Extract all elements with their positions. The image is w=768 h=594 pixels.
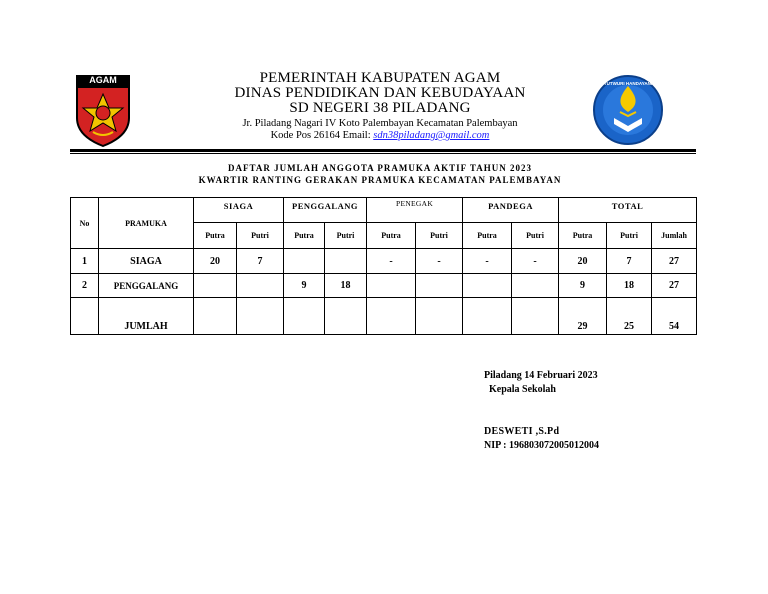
cell: 27 [652, 274, 697, 298]
agam-logo-label: AGAM [89, 75, 117, 85]
sub-penggalang-putri: Putri [325, 223, 367, 249]
cell [367, 298, 416, 335]
cell: 18 [325, 274, 367, 298]
cell: - [367, 249, 416, 274]
letterhead-contact [160, 130, 600, 141]
row-no: 1 [71, 249, 99, 274]
cell [512, 298, 559, 335]
row-no: 2 [71, 274, 99, 298]
cell [237, 274, 284, 298]
header-total: TOTAL [559, 198, 697, 223]
sub-pandega-putra: Putra [463, 223, 512, 249]
letterhead-department: DINAS PENDIDIKAN DAN KEBUDAYAAN [234, 85, 526, 101]
table-total-row [71, 298, 697, 335]
header-pramuka: PRAMUKA [99, 198, 194, 249]
cell [284, 298, 325, 335]
table-row [71, 274, 697, 298]
total-jumlah: 54 [652, 298, 697, 335]
signature-position: Kepala Sekolah [489, 384, 556, 395]
letterhead-address: Jr. Piladang Nagari IV Koto Palembayan Kecamatan Palembayan [242, 118, 518, 129]
cell [512, 274, 559, 298]
cell: 20 [559, 249, 607, 274]
sub-total-putra: Putra [559, 223, 607, 249]
letterhead-rule-thick [70, 149, 696, 152]
total-no [71, 298, 99, 335]
letterhead-school: SD NEGERI 38 PILADANG [289, 100, 471, 116]
total-putra: 29 [559, 298, 607, 335]
cell [416, 274, 463, 298]
sub-penegak-putri: Putri [416, 223, 463, 249]
total-putri: 25 [607, 298, 652, 335]
letterhead-government: PEMERINTAH KABUPATEN AGAM [259, 70, 501, 86]
letterhead-rule-thin [70, 153, 696, 154]
document-subtitle: KWARTIR RANTING GERAKAN PRAMUKA KECAMATAN PALEMBAYAN [198, 175, 562, 185]
table-header-row [71, 198, 697, 223]
cell: 18 [607, 274, 652, 298]
tut-wuri-handayani-logo [592, 72, 664, 148]
sub-pandega-putri: Putri [512, 223, 559, 249]
document-title: DAFTAR JUMLAH ANGGOTA PRAMUKA AKTIF TAHUN 2023 [227, 163, 532, 173]
cell: 7 [607, 249, 652, 274]
cell [416, 298, 463, 335]
sub-penegak-putra: Putra [367, 223, 416, 249]
cell [194, 274, 237, 298]
email-link[interactable]: sdn38piladang@gmail.com [373, 130, 490, 141]
member-count-table [70, 197, 697, 335]
cell: 9 [284, 274, 325, 298]
sub-total-putri: Putri [607, 223, 652, 249]
cell: - [463, 249, 512, 274]
sub-siaga-putri: Putri [237, 223, 284, 249]
header-penggalang: PENGGALANG [284, 198, 367, 223]
cell [194, 298, 237, 335]
header-siaga: SIAGA [194, 198, 284, 223]
sub-siaga-putra: Putra [194, 223, 237, 249]
cell [367, 274, 416, 298]
cell [463, 298, 512, 335]
row-name: PENGGALANG [99, 274, 194, 298]
agam-regency-logo [75, 74, 131, 148]
header-no: No [71, 198, 99, 249]
cell [237, 298, 284, 335]
agam-regency-shield-icon [75, 74, 131, 148]
signature-place-date: Piladang 14 Februari 2023 [484, 370, 598, 381]
header-pandega: PANDEGA [463, 198, 559, 223]
table-row [71, 249, 697, 274]
cell [325, 298, 367, 335]
cell [284, 249, 325, 274]
cell: 7 [237, 249, 284, 274]
cell: - [512, 249, 559, 274]
cell [463, 274, 512, 298]
signature-name: DESWETI ,S.Pd [484, 426, 560, 437]
cell: 9 [559, 274, 607, 298]
cell: 27 [652, 249, 697, 274]
tut-wuri-logo-label: TUTWURI HANDAYANI [603, 81, 653, 86]
header-penegak: PENEGAK [367, 198, 463, 223]
cell: - [416, 249, 463, 274]
row-name: SIAGA [99, 249, 194, 274]
total-label: JUMLAH [99, 298, 194, 335]
signature-nip: NIP : 196803072005012004 [484, 440, 599, 451]
postal-code-text: Kode Pos 26164 Email: [270, 130, 374, 141]
sub-total-jumlah: Jumlah [652, 223, 697, 249]
cell [325, 249, 367, 274]
cell: 20 [194, 249, 237, 274]
sub-penggalang-putra: Putra [284, 223, 325, 249]
